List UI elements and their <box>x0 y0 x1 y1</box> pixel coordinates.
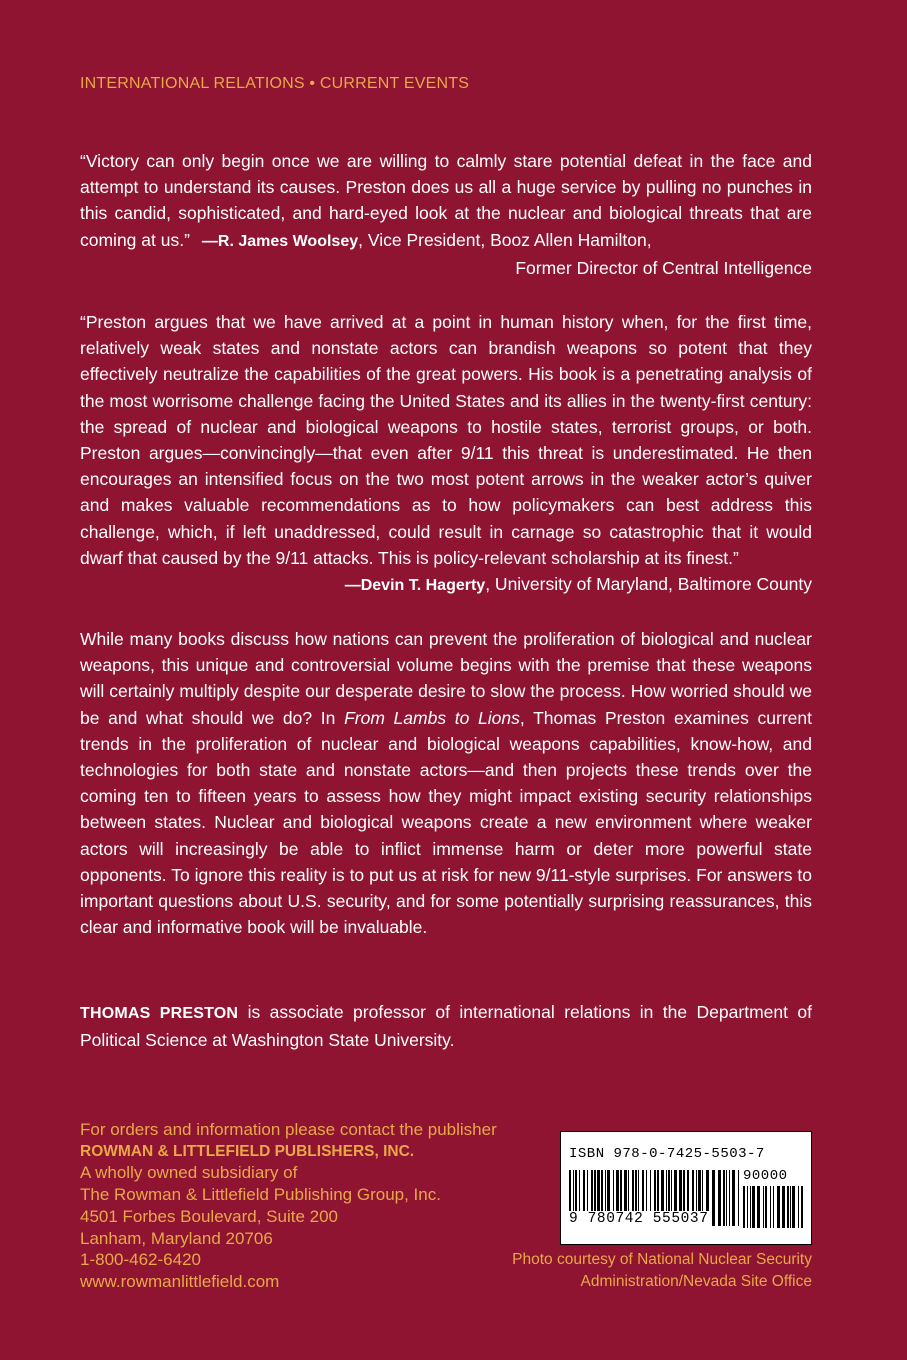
publisher-phone: 1-800-462-6420 <box>80 1250 201 1270</box>
barcode-addon-bars-icon <box>743 1186 803 1228</box>
quote-author: —Devin T. Hagerty <box>344 577 486 595</box>
photo-credit-line2: Administration/Nevada Site Office <box>580 1272 812 1290</box>
quote-text: “Victory can only begin once we are willing to calmly stare potential defeat in the face and attempt to understand its causes. Preston does us all a huge service by pulling no punches in this candid, sophisticated, and hard-eyed look at the nuclear and biological threats that are coming at us.” <box>80 151 812 250</box>
author-name: THOMAS PRESTON <box>80 1005 239 1022</box>
quote-author: —R. James Woolsey <box>201 232 359 250</box>
quote-text: “Preston argues that we have arrived at a point in human history when, for the first time, relatively weak states and nonstate actors can brandish weapons so potent that they effectively neutralize the capabilities of the great powers. His book is a penetrating analysis of the most worrisome challenge facing the United States and its allies in the twenty-first century: the spread of nuclear and biological weapons to hostile states, terrorist groups, or both. Preston argues—convincingly—that even after 9/11 this threat is underestimated. He then encourages an intensified focus on the two most potent arrows in the weaker actor’s quiver and makes valuable recommendations as to how policymakers can best address this challenge, which, if left unaddressed, could result in carnage so catastrophic that it would dwarf that caused by the 9/11 attacks. This is policy-relevant scholarship at its finest.” <box>80 312 812 568</box>
isbn-number: ISBN 978-0-7425-5503-7 <box>569 1146 765 1162</box>
endorsement-quote-woolsey <box>80 148 812 281</box>
quote-affiliation: , Vice President, Booz Allen Hamilton, <box>358 229 652 250</box>
category-label: INTERNATIONAL RELATIONS • CURRENT EVENTS <box>80 75 470 92</box>
book-description <box>80 626 812 940</box>
isbn-barcode <box>560 1131 812 1245</box>
publisher-address1: 4501 Forbes Boulevard, Suite 200 <box>80 1206 339 1226</box>
publisher-info <box>80 1119 497 1293</box>
publisher-group: The Rowman & Littlefield Publishing Group, Inc. <box>80 1185 441 1205</box>
photo-credit <box>512 1249 812 1292</box>
publisher-address2: Lanham, Maryland 20706 <box>80 1228 273 1248</box>
author-bio-text: is associate professor of international relations in the Department of Political Science at Washington State University. <box>80 1002 812 1051</box>
quote-affiliation: , University of Maryland, Baltimore County <box>485 574 812 595</box>
endorsement-quote-hagerty <box>80 309 812 599</box>
author-bio <box>80 999 812 1053</box>
photo-credit-line1: Photo courtesy of National Nuclear Security <box>512 1251 812 1268</box>
ean-digits: 9 780742 555037 <box>569 1211 709 1227</box>
quote-affiliation-line2: Former Director of Central Intelligence <box>515 257 812 278</box>
publisher-website: www.rowmanlittlefield.com <box>80 1271 280 1291</box>
description-text-cont: , Thomas Preston examines current trends in the proliferation of nuclear and biological weapons capabilities, know-how, and technologies for both state and nonstate actors—and then projects these trends over the coming ten to fifteen years to assess how they might impact existing security relationships between states. Nuclear and biological weapons create a new environment where weaker actors will increasingly be able to inflict immense harm or deter more powerful state opponents. To ignore this reality is to put us at risk for new 9/11-style surprises. For answers to important questions about U.S. security, and for some potentially surprising reassurances, this clear and informative book will be invaluable. <box>80 707 812 938</box>
publisher-intro: For orders and information please contact the publisher <box>80 1120 497 1139</box>
book-title: From Lambs to Lions <box>344 707 520 728</box>
publisher-subsidiary: A wholly owned subsidiary of <box>80 1163 298 1183</box>
price-code: 90000 <box>743 1168 788 1184</box>
description-text: While many books discuss how nations can prevent the proliferation of biological and nuclear weapons, this unique and controversial volume begins with the premise that these weapons will certainly multiply despite our desperate desire to slow the process. How worried should we be and what should we do? In <box>80 629 812 728</box>
publisher-name: ROWMAN & LITTLEFIELD PUBLISHERS, INC. <box>80 1142 415 1160</box>
